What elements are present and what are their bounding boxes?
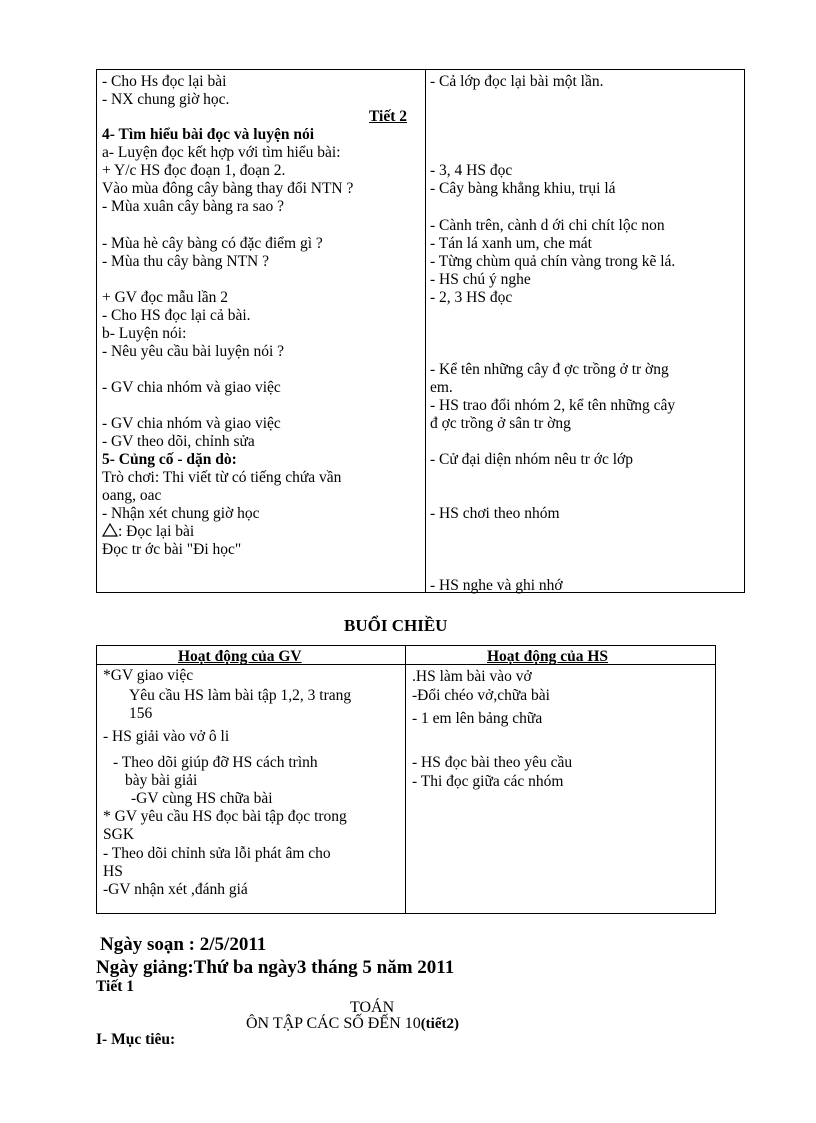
section-5-heading: 5- Củng cố - dặn dò: — [102, 451, 237, 468]
tiet-2-heading: Tiết 2 — [369, 108, 408, 125]
table1-left-line: - GV chia nhóm và giao việc — [102, 415, 281, 432]
table2-left-line: - Theo dõi chỉnh sửa lỗi phát âm cho — [103, 845, 331, 862]
table1-left-line: - Nêu yêu cầu bài luyện nói ? — [102, 343, 285, 360]
subject-title: TOÁN — [350, 999, 395, 1016]
lesson-title — [246, 1015, 459, 1033]
table2-left-line: bày bài giải — [125, 772, 198, 789]
triangle-icon — [102, 523, 118, 537]
lesson-title-main: ÔN TẬP CÁC SỐ ĐẾN 10 — [246, 1015, 421, 1032]
table1-left-line: oang, oac — [102, 487, 162, 504]
table1-right-line: - Kể tên những cây đ ợc trồng ở tr ờng — [430, 361, 669, 378]
table1-right-line: - HS chơi theo nhóm — [430, 505, 560, 522]
table1-right-line: - 2, 3 HS đọc — [430, 289, 513, 306]
table1-left-line: Trò chơi: Thi viết từ có tiếng chứa vần — [102, 469, 342, 486]
header-teacher-activities: Hoạt động của GV — [178, 648, 302, 665]
table2-right-line: - HS đọc bài theo yêu cầu — [412, 754, 573, 771]
table2-right-line: - 1 em lên bảng chữa — [412, 710, 543, 727]
table1-left-line: - GV chia nhóm và giao việc — [102, 379, 281, 396]
table1-right-line: - Cả lớp đọc lại bài một lần. — [430, 73, 604, 90]
table2-left-line: 156 — [129, 705, 153, 722]
table2-left-line: -GV cùng HS chữa bài — [131, 790, 273, 807]
table1-right-line: - Cành trên, cành d ới chi chít lộc non — [430, 217, 665, 234]
table1-left-line: Vào mùa đông cây bàng thay đổi NTN ? — [102, 180, 354, 197]
table2-left-line: -GV nhận xét ,đánh giá — [103, 881, 248, 898]
table1-left-line: + Y/c HS đọc đoạn 1, đoạn 2. — [102, 162, 286, 179]
table1-left-line: + GV đọc mẫu lần 2 — [102, 289, 228, 306]
table1-right-line: - HS chú ý nghe — [430, 271, 531, 288]
table2-left-line: - HS giải vào vở ô li — [103, 728, 230, 745]
table1-left-line: - Mùa xuân cây bàng ra sao ? — [102, 198, 285, 215]
ngay-soan: Ngày soạn : 2/5/2011 — [100, 934, 267, 955]
table2-left-line: SGK — [103, 826, 135, 843]
table1-right-line: đ ợc trồng ở sân tr ờng — [430, 415, 571, 432]
section-title: BUỔI CHIỀU — [344, 616, 448, 635]
table1-left-line: b- Luyện nói: — [102, 325, 187, 342]
table1-left-line: Đọc tr ớc bài "Đi học" — [102, 541, 242, 558]
table1-left-line: - NX chung giờ học. — [102, 91, 230, 108]
table2-left-line: Yêu cầu HS làm bài tập 1,2, 3 trang — [129, 687, 352, 704]
table1-left-line: - Cho HS đọc lại cả bài. — [102, 307, 251, 324]
table1-right-line: em. — [430, 379, 453, 396]
table1-right-line: - Cây bàng khẳng khiu, trụi lá — [430, 180, 616, 197]
tiet-label: Tiết 1 — [96, 978, 135, 995]
table1-right-line: - Tán lá xanh um, che mát — [430, 235, 592, 252]
ngay-giang: Ngày giảng:Thứ ba ngày3 tháng 5 năm 2011 — [96, 957, 455, 978]
table2-left-line: *GV giao việc — [103, 667, 194, 684]
table2-right-line: - Thi đọc giữa các nhóm — [412, 773, 564, 790]
table1-right-line: - HS trao đổi nhóm 2, kể tên những cây — [430, 397, 676, 414]
table1-left-line: - Cho Hs đọc lại bài — [102, 73, 227, 90]
table1-left-line: - Mùa hè cây bàng có đặc điểm gì ? — [102, 235, 323, 252]
table1-column-divider — [425, 69, 426, 593]
table1-right-line: - 3, 4 HS đọc — [430, 162, 513, 179]
homework-text: : Đọc lại bài — [118, 523, 195, 540]
table1-right-line: - HS nghe và ghi nhớ — [430, 577, 563, 594]
table2-right-line: .HS làm bài vào vở — [412, 668, 532, 685]
lesson-title-suffix: (tiết2) — [420, 1016, 459, 1032]
table1-left-line: - Mùa thu cây bàng NTN ? — [102, 253, 270, 270]
table1-right-line: - Từng chùm quả chín vàng trong kẽ lá. — [430, 253, 676, 270]
header-student-activities: Hoạt động của HS — [487, 648, 609, 665]
table2-column-divider — [405, 645, 406, 914]
table2-left-line: - Theo dõi giúp đỡ HS cách trình — [113, 754, 318, 771]
table2-right-line: -Đổi chéo vở,chữa bài — [412, 687, 550, 704]
muc-tieu-heading: I- Mục tiêu: — [96, 1031, 176, 1048]
section-4-heading: 4- Tìm hiểu bài đọc và luyện nói — [102, 126, 315, 143]
table1-left-line: a- Luyện đọc kết hợp với tìm hiểu bài: — [102, 144, 341, 161]
table2-left-line: * GV yêu cầu HS đọc bài tập đọc trong — [103, 808, 347, 825]
table2-left-line: HS — [103, 863, 123, 880]
table1-left-line: - Nhận xét chung giờ học — [102, 505, 260, 522]
table1-left-line: - GV theo dõi, chỉnh sửa — [102, 433, 255, 450]
homework-line — [102, 523, 194, 541]
table1-right-line: - Cử đại diện nhóm nêu tr ớc lớp — [430, 451, 634, 468]
